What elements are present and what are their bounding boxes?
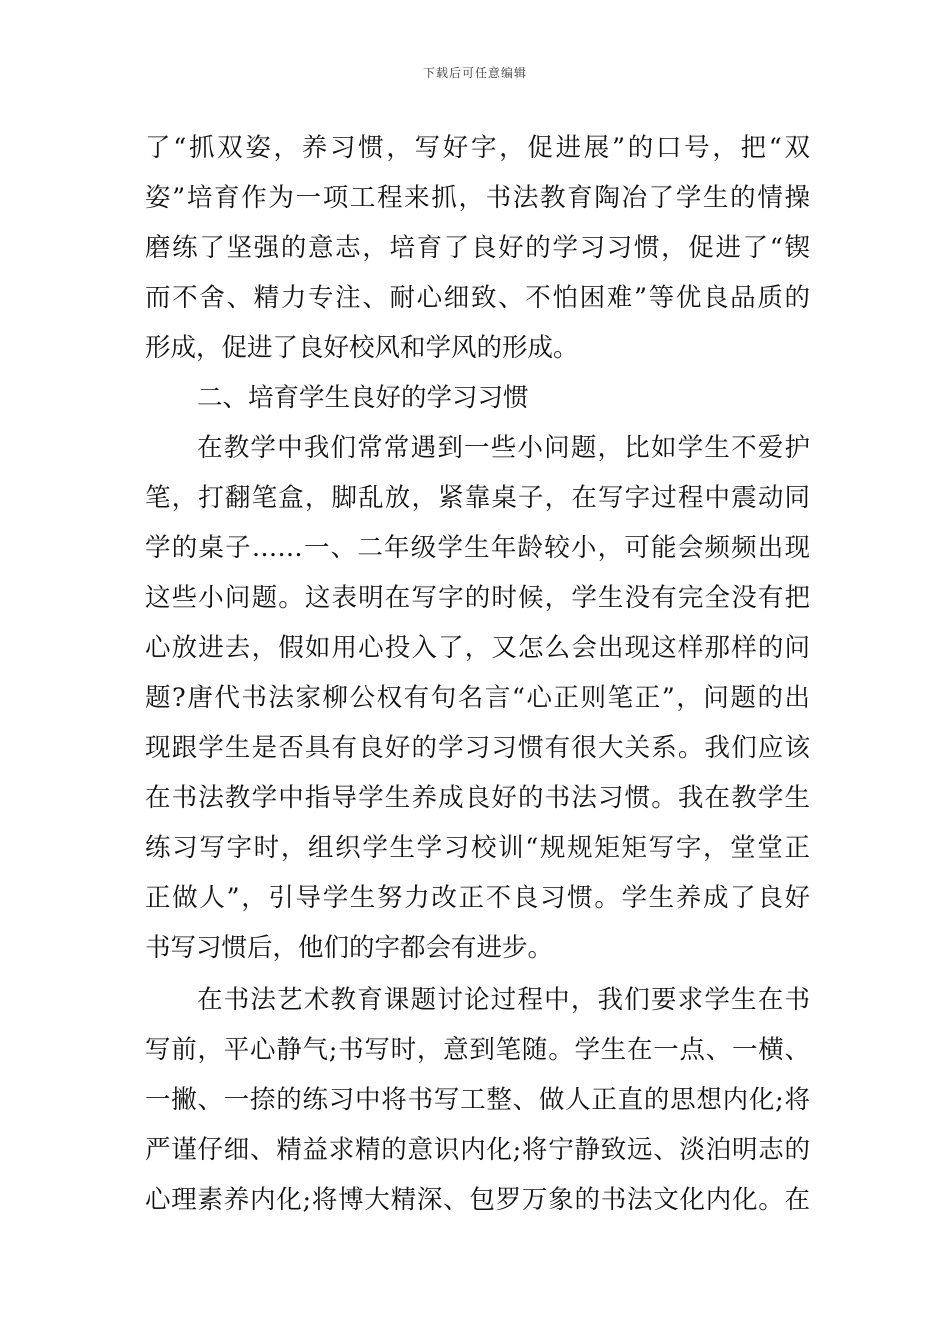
text-line: 在教学中我们常常遇到一些小问题，比如学生不爱护: [197, 433, 810, 463]
text-line: 写前，平心静气;书写时，意到笔随。学生在一点、一横、: [145, 1035, 810, 1065]
text-line: 而不舍、精力专注、耐心细致、不怕困难”等优良品质的: [145, 283, 810, 313]
text-line: 形成，促进了良好校风和学风的形成。: [145, 333, 579, 363]
text-line: 在书法艺术教育课题讨论过程中，我们要求学生在书: [197, 985, 810, 1015]
text-line: 心放进去，假如用心投入了，又怎么会出现这样那样的问: [145, 633, 810, 663]
text-line: 了“抓双姿，养习惯，写好字，促进展”的口号，把“双: [145, 133, 810, 163]
text-line: 书写习惯后，他们的字都会有进步。: [145, 933, 554, 963]
page-header: 下载后可任意编辑: [422, 66, 527, 80]
text-line: 笔，打翻笔盒，脚乱放，紧靠桌子，在写字过程中震动同: [145, 483, 810, 513]
text-line: 严谨仔细、精益求精的意识内化;将宁静致远、淡泊明志的: [145, 1135, 810, 1165]
text-line: 这些小问题。这表明在写字的时候，学生没有完全没有把: [145, 583, 810, 613]
text-line: 心理素养内化;将博大精深、包罗万象的书法文化内化。在: [145, 1185, 810, 1215]
text-line: 现跟学生是否具有良好的学习习惯有很大关系。我们应该: [145, 733, 810, 763]
text-line: 一撇、一捺的练习中将书写工整、做人正直的思想内化;将: [145, 1085, 810, 1115]
text-line: 在书法教学中指导学生养成良好的书法习惯。我在教学生: [145, 783, 810, 813]
text-line: 学的桌子……一、二年级学生年龄较小，可能会频频出现: [145, 533, 810, 563]
section-heading: 二、培育学生良好的学习习惯: [197, 383, 529, 413]
text-line: 题?唐代书法家柳公权有句名言“心正则笔正”，问题的出: [145, 683, 810, 713]
text-line: 练习写字时，组织学生学习校训“规规矩矩写字，堂堂正: [145, 833, 810, 863]
text-line: 正做人”，引导学生努力改正不良习惯。学生养成了良好: [145, 883, 810, 913]
text-line: 姿”培育作为一项工程来抓，书法教育陶冶了学生的情操: [145, 183, 810, 213]
text-line: 磨练了坚强的意志，培育了良好的学习习惯，促进了“锲: [145, 233, 810, 263]
